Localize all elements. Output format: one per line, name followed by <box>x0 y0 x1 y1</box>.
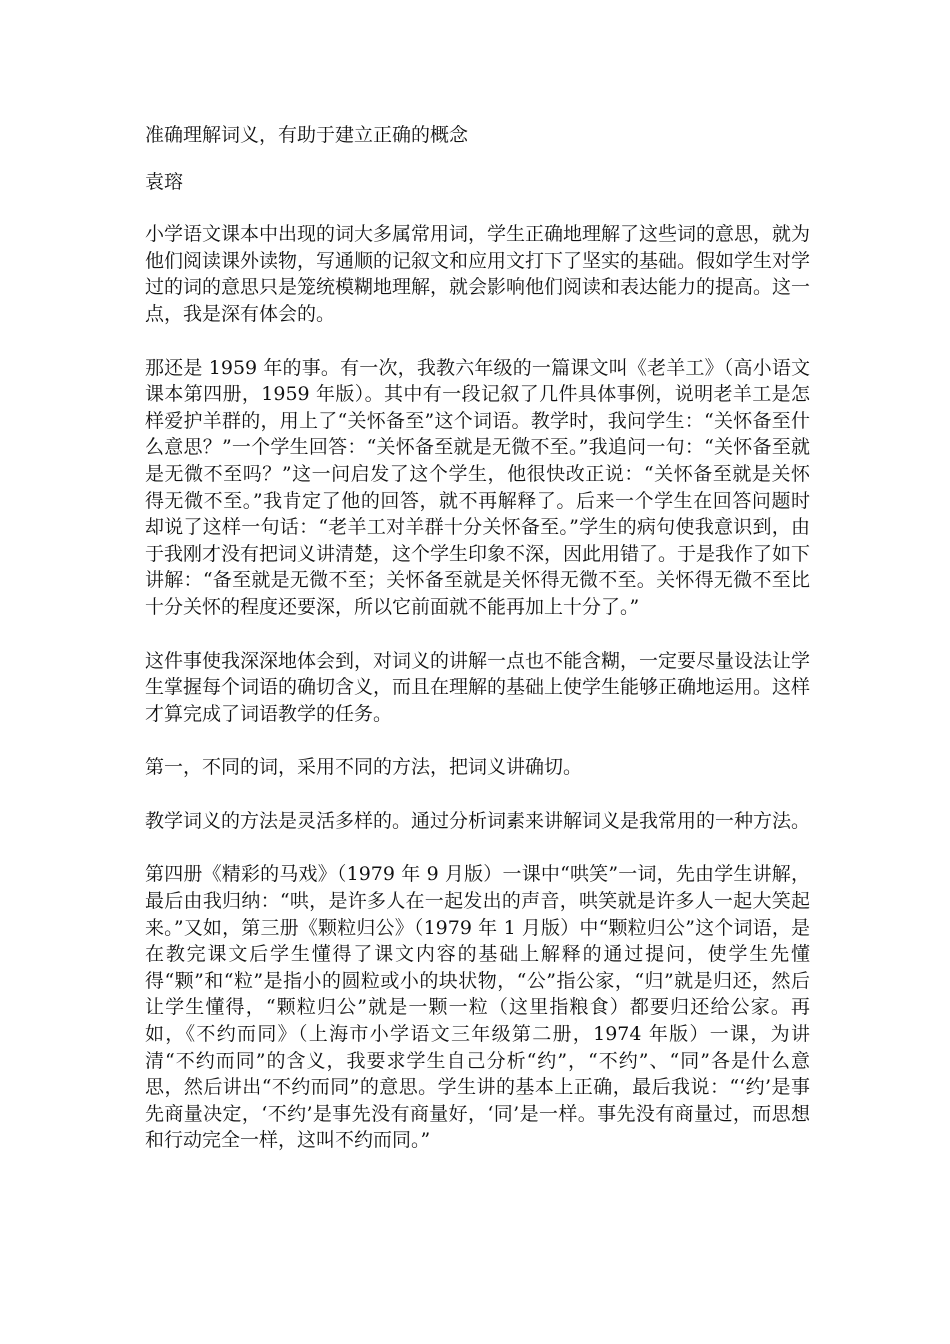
paragraph: 小学语文课本中出现的词大多属常用词，学生正确地理解了这些词的意思，就为他们阅读课外读物，写通顺的记叙文和应用文打下了坚实的基础。假如学生对学过的词的意思只是笼统模糊地理解，就会影响他们阅读和表达能力的提高。这一点，我是深有体会的。 <box>145 223 811 325</box>
paragraph: 这件事使我深深地体会到，对词义的讲解一点也不能含糊，一定要尽量设法让学生掌握每个词语的确切含义，而且在理解的基础上使学生能够正确地运用。这样才算完成了词语教学的任务。 <box>145 649 811 725</box>
article-author: 袁瑢 <box>145 170 184 193</box>
article-title: 准确理解词义，有助于建立正确的概念 <box>145 124 469 146</box>
paragraph: 教学词义的方法是灵活多样的。通过分析词素来讲解词义是我常用的一种方法。 <box>145 809 811 832</box>
paragraph: 那还是 1959 年的事。有一次，我教六年级的一篇课文叫《老羊工》（高小语文课本第四册，1959 年版）。其中有一段记叙了几件具体事例，说明老羊工是怎样爱护羊群的，用上了“关怀备至”这个词语。教学时，我问学生：“关怀备至什么意思？”一个学生回答：“关怀备至就是无微不至。”我追问一句：“关怀备至就是无微不至吗？”这一问启发了这个学生，他很快改正说：“关怀备至就是关怀得无微不至。”我肯定了他的回答，就不再解释了。后来一个学生在回答问题时却说了这样一句话：“老羊工对羊群十分关怀备至。”学生的病句使我意识到，由于我刚才没有把词义讲清楚，这个学生印象不深，因此用错了。于是我作了如下讲解：“备至就是无微不至；关怀备至就是关怀得无微不至。关怀得无微不至比十分关怀的程度还要深，所以它前面就不能再加上十分了。” <box>145 356 811 618</box>
section-heading: 第一，不同的词，采用不同的方法，把词义讲确切。 <box>145 756 583 779</box>
paragraph: 第四册《精彩的马戏》（1979 年 9 月版）一课中“哄笑”一词，先由学生讲解，最后由我归纳：“哄，是许多人在一起发出的声音，哄笑就是许多人一起大笑起来。”又如，第三册《颗粒归公》（1979 年 1 月版）中“颗粒归公”这个词语，是在教完课文后学生懂得了课文内容的基础上解释的通过提问，使学生先懂得“颗”和“粒”是指小的圆粒或小的块状物，“公”指公家，“归”就是归还，然后让学生懂得，“颗粒归公”就是一颗一粒（这里指粮食）都要归还给公家。再如，《不约而同》（上海市小学语文三年级第二册，1974 年版）一课，为讲清“不约而同”的含义，我要求学生自己分析“约”，“不约”、“同”各是什么意思，然后讲出“不约而同”的意思。学生讲的基本上正确，最后我说：“‘约’是事先商量决定，‘不约’是事先没有商量好，‘同’是一样。事先没有商量过，而思想和行动完全一样，这叫不约而同。” <box>145 863 810 1152</box>
document-page <box>145 122 810 1181</box>
